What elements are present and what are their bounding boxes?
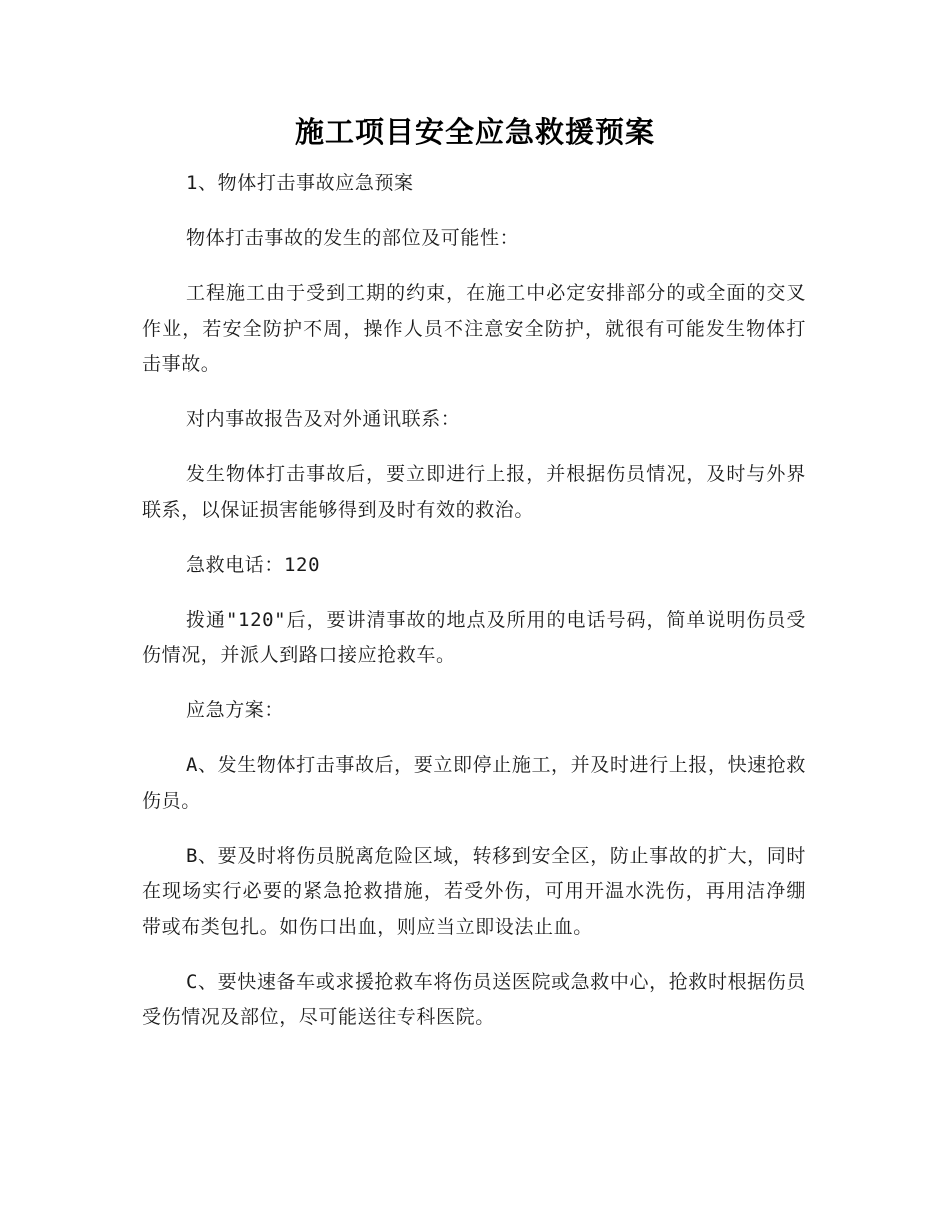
paragraph-report-heading: 对内事故报告及对外通讯联系： [186,408,461,430]
paragraph-report-text: 发生物体打击事故后，要立即进行上报，并根据伤员情况，及时与外界联系，以保证损害能够得到及时有效的救治。 [142,463,806,521]
paragraph-dial-instructions: 拨通"120"后，要讲清事故的地点及所用的电话号码，简单说明伤员受伤情况，并派人到路口接应抢救车。 [142,608,806,666]
paragraph-emergency-phone: 急救电话：120 [186,553,321,576]
paragraph-plan-step-a: A、发生物体打击事故后，要立即停止施工，并及时进行上报，快速抢救伤员。 [142,754,806,812]
document-body [142,166,806,1055]
section-heading-object-strike: 1、物体打击事故应急预案 [186,172,414,194]
paragraph-location-text: 工程施工由于受到工期的约束，在施工中必定安排部分的或全面的交叉作业，若安全防护不周，操作人员不注意安全防护，就很有可能发生物体打击事故。 [142,282,806,375]
paragraph-plan-step-b: B、要及时将伤员脱离危险区域，转移到安全区，防止事故的扩大，同时在现场实行必要的紧急抢救措施，若受外伤，可用开温水洗伤，再用洁净绷带或布类包扎。如伤口出血，则应当立即设法止血。 [142,844,806,938]
paragraph-location-heading: 物体打击事故的发生的部位及可能性： [186,227,520,249]
document-title: 施工项目安全应急救援预案 [294,115,655,149]
paragraph-plan-heading: 应急方案： [186,699,285,721]
paragraph-plan-step-c: C、要快速备车或求援抢救车将伤员送医院或急救中心，抢救时根据伤员受伤情况及部位，尽可能送往专科医院。 [142,970,806,1028]
